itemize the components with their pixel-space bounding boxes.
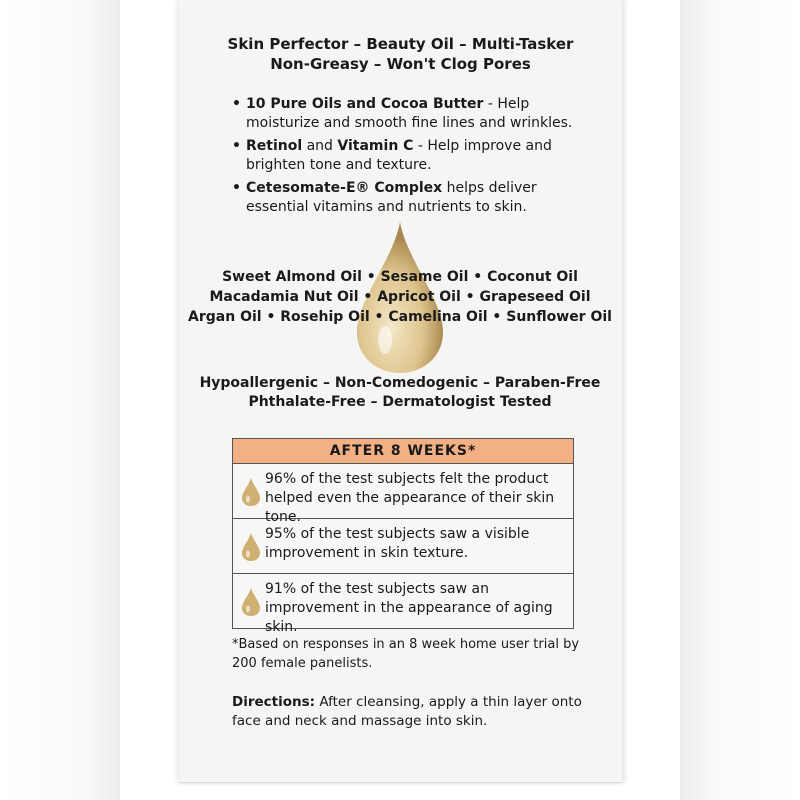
directions-text: After cleansing, apply a thin layer onto face and neck and massage into skin.: [232, 694, 582, 729]
results-header: AFTER 8 WEEKS*: [233, 439, 573, 464]
benefit-text: helps deliver essential vitamins and nutrients to skin.: [246, 180, 537, 215]
results-row: [233, 464, 573, 525]
oil-drop-icon: [241, 587, 261, 617]
headline-line-1: Skin Perfector – Beauty Oil – Multi-Tasker: [227, 35, 574, 53]
product-claims: [0, 374, 800, 412]
results-table: [232, 438, 574, 635]
results-row: [233, 574, 573, 635]
benefit-list: [232, 95, 592, 221]
bullet-symbol: •: [232, 138, 241, 154]
claims-line-1: Hypoallergenic – Non-Comedogenic – Paraben-Free: [199, 375, 601, 391]
benefit-item: [232, 137, 592, 175]
oil-ingredients: [0, 267, 800, 327]
results-text: 95% of the test subjects saw a visible improvement in skin texture.: [265, 526, 530, 561]
headline-line-2: Non-Greasy – Won't Clog Pores: [270, 55, 531, 73]
benefit-bold-2: Vitamin C: [337, 138, 414, 154]
oil-line-3: Argan Oil • Rosehip Oil • Camelina Oil • Sunflower Oil: [188, 309, 612, 325]
results-text: 91% of the test subjects saw an improvement in the appearance of aging skin.: [265, 581, 553, 635]
benefit-item: [232, 179, 592, 217]
footnote: *Based on responses in an 8 week home user trial by 200 female panelists.: [232, 637, 580, 671]
oil-drop-icon: [241, 477, 261, 507]
directions: [232, 693, 592, 731]
oil-line-1: Sweet Almond Oil • Sesame Oil • Coconut Oil: [222, 269, 578, 285]
benefit-text: - Help moisturize and smooth fine lines and wrinkles.: [246, 96, 573, 131]
directions-label: Directions:: [232, 694, 316, 710]
bullet-symbol: •: [232, 96, 241, 112]
claims-line-2: Phthalate-Free – Dermatologist Tested: [248, 394, 552, 410]
benefit-bold: Cetesomate-E® Complex: [246, 180, 443, 196]
benefit-connector: and: [302, 138, 338, 154]
benefit-bold: Retinol: [246, 138, 303, 154]
oil-drop-icon: [241, 532, 261, 562]
oil-line-2: Macadamia Nut Oil • Apricot Oil • Grapeseed Oil: [209, 289, 591, 305]
headline: [179, 34, 622, 74]
results-text: 96% of the test subjects felt the product helped even the appearance of their skin tone.: [265, 471, 555, 525]
benefit-bold: 10 Pure Oils and Cocoa Butter: [246, 96, 484, 112]
benefit-item: [232, 95, 592, 133]
benefit-text: - Help improve and brighten tone and texture.: [246, 138, 552, 173]
results-row: [233, 519, 573, 574]
bullet-symbol: •: [232, 180, 241, 196]
